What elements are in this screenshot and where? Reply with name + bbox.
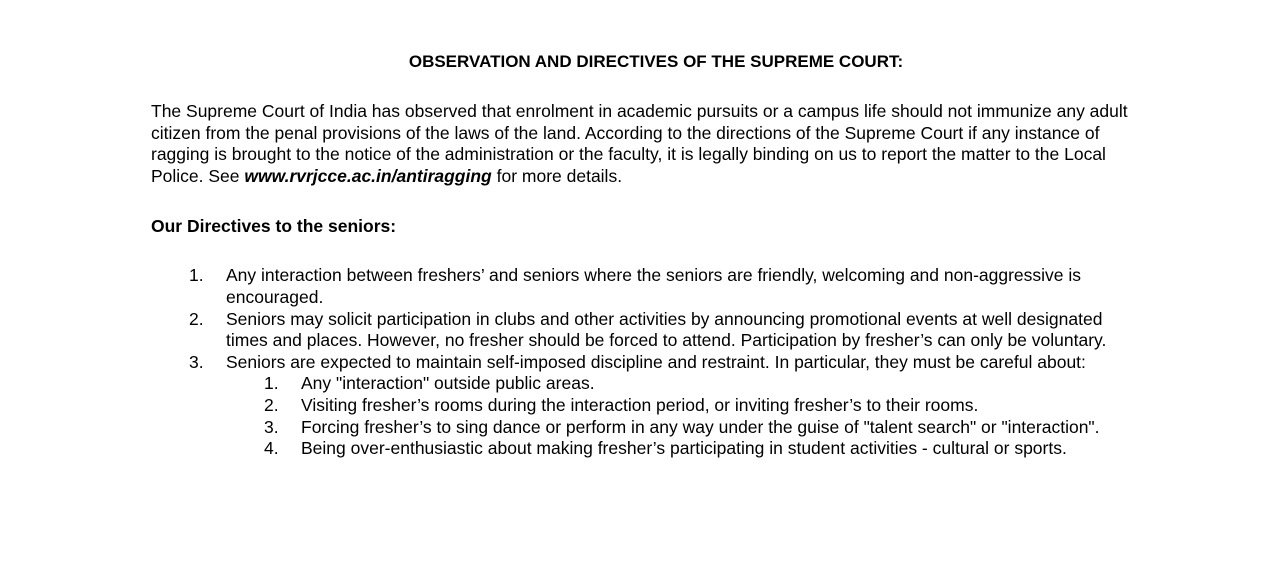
intro-text-after: for more details. (491, 165, 623, 186)
sub-directive-item (226, 417, 1141, 439)
directives-list (151, 265, 1141, 459)
sub-directive-text: Visiting fresher’s rooms during the interaction period, or inviting fresher’s to their rooms. (301, 394, 979, 415)
directive-text: Any interaction between freshers’ and seniors where the seniors are friendly, welcoming and non-aggressive is encouraged. (226, 265, 1082, 307)
careful-about-list (226, 373, 1141, 459)
sub-directive-item (226, 395, 1141, 417)
directive-number: 1. (189, 265, 204, 286)
sub-directive-item (226, 373, 1141, 395)
intro-text-before: The Supreme Court of India has observed that enrolment in academic pursuits or a campus life should not immunize any adult citizen from the penal provisions of the laws of the land. According to the directions of the Supreme Court if any instance of ragging is brought to the notice of the administration or the faculty, it is legally binding on us to report the matter to the Local Police. See (151, 101, 1128, 186)
sub-directive-text: Forcing fresher’s to sing dance or perform in any way under the guise of "talent search" or "interaction". (301, 416, 1100, 437)
directive-text: Seniors are expected to maintain self-imposed discipline and restraint. In particular, they must be careful about: (226, 351, 1086, 372)
directive-text: Seniors may solicit participation in clubs and other activities by announcing promotional events at well designated times and places. However, no fresher should be forced to attend. Participation by fresher’s can only be voluntary. (226, 308, 1107, 351)
directive-item (151, 352, 1141, 460)
sub-directive-number: 3. (264, 416, 279, 437)
document-page (151, 50, 1141, 460)
sub-directive-number: 2. (264, 394, 279, 415)
directives-subheading: Our Directives to the seniors: (151, 216, 397, 237)
sub-directive-number: 1. (264, 373, 279, 394)
sub-directive-item (226, 438, 1141, 460)
intro-paragraph (151, 101, 1141, 187)
antiragging-url: www.rvrjcce.ac.in/antiragging (244, 165, 492, 186)
directive-number: 3. (189, 351, 204, 372)
directive-item (151, 309, 1141, 352)
sub-directive-text: Being over-enthusiastic about making fresher’s participating in student activities - cultural or sports. (301, 438, 1067, 459)
sub-directive-text: Any "interaction" outside public areas. (301, 373, 595, 394)
directive-number: 2. (189, 308, 204, 329)
page-title: OBSERVATION AND DIRECTIVES OF THE SUPREME COURT: (408, 52, 904, 71)
sub-directive-number: 4. (264, 438, 279, 459)
directive-item (151, 265, 1141, 308)
